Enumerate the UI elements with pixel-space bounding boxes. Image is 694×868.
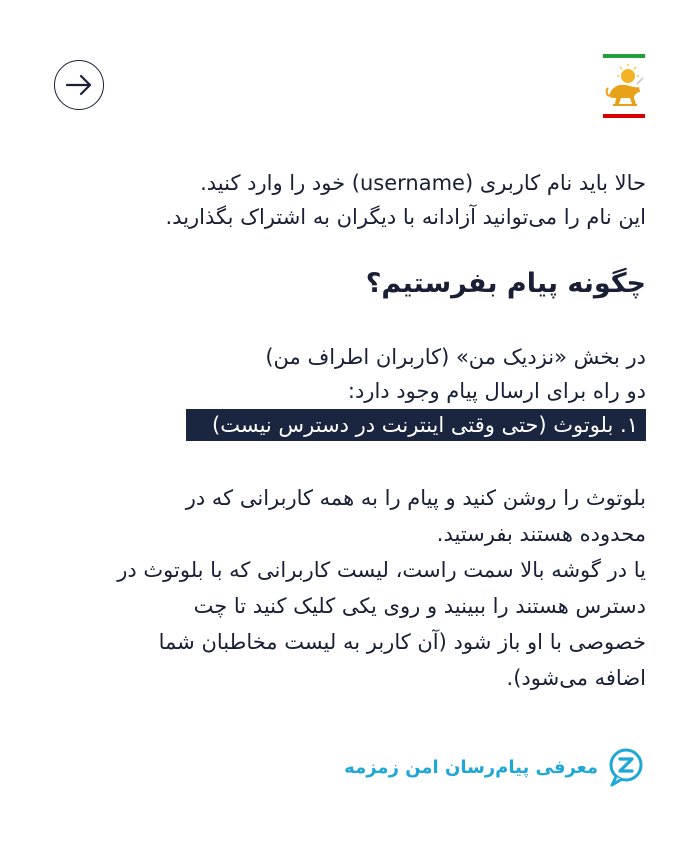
section-line: در بخش «نزدیک من» (کاربران اطراف من) <box>265 345 646 369</box>
body-line: خصوصی با او باز شود (آن کاربر به لیست مخاطبان شما <box>158 630 646 654</box>
zamzameh-logo-icon <box>606 745 646 789</box>
footer-text: معرفی پیام‌رسان امن زمزمه <box>344 756 598 778</box>
section-heading: چگونه پیام بفرستیم؟ <box>365 268 646 299</box>
intro-line: این نام را می‌توانید آزادانه با دیگران به اشتراک بگذارید. <box>165 205 646 229</box>
body-paragraph <box>117 480 646 696</box>
section-line: دو راه برای ارسال پیام وجود دارد: <box>347 379 646 403</box>
footer <box>344 745 646 789</box>
body-line: بلوتوث را روشن کنید و پیام را به همه کاربرانی که در <box>185 486 646 510</box>
intro-paragraph <box>166 166 647 234</box>
lion-and-sun-flag-icon <box>603 54 645 118</box>
arrow-right-icon <box>65 74 93 96</box>
highlighted-option: ۱. بلوتوث (حتی وقتی اینترنت در دسترس نیست) <box>186 409 646 441</box>
body-line: محدوده هستند بفرستید. <box>436 522 646 546</box>
next-button[interactable] <box>54 60 104 110</box>
body-line: دسترس هستند را ببینید و روی یکی کلیک کنید تا چت <box>193 594 646 618</box>
body-line: یا در گوشه بالا سمت راست، لیست کاربرانی که با بلوتوث در <box>117 558 646 582</box>
intro-line: حالا باید نام کاربری (username) خود را وارد کنید. <box>200 171 646 195</box>
body-line: اضافه می‌شود). <box>506 666 646 690</box>
section-paragraph <box>186 340 646 442</box>
